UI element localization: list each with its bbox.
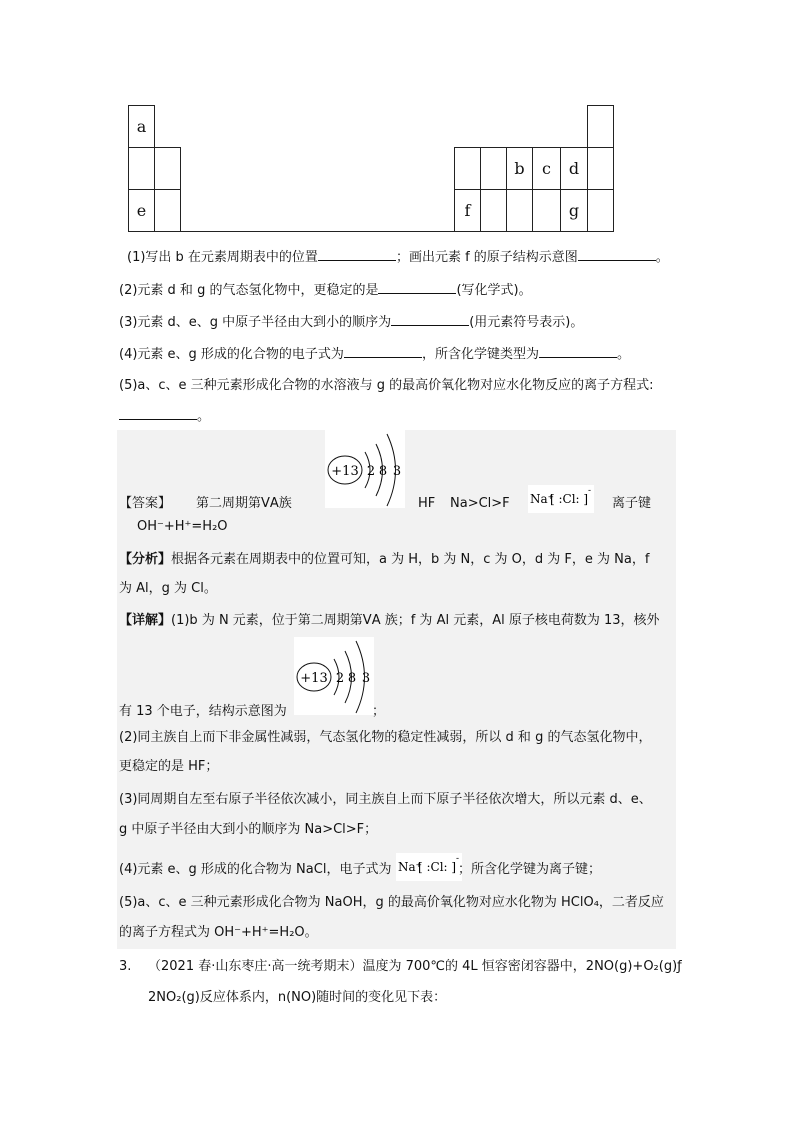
q4-text-a: (4)元素 e、g 形成的化合物的电子式为 bbox=[119, 347, 344, 362]
shell-2-count: 8 bbox=[347, 671, 357, 686]
q2-text-a: (2)元素 d 和 g 的气态氢化物中，更稳定的是 bbox=[119, 283, 379, 298]
element-cell-empty bbox=[587, 189, 614, 232]
detail-line-4 bbox=[119, 758, 218, 776]
cl-ion: [ :Cl: ] bbox=[550, 492, 589, 506]
q4-text-c: 。 bbox=[616, 347, 630, 362]
detail-line-7-end: ；所含化学键为离子键； bbox=[458, 862, 602, 877]
q5-text-a: (5)a、c、e 三种元素形成化合物的水溶液与 g 的最高价氧化物对应水化物反应的离子方程式: bbox=[119, 378, 654, 393]
detail-text-1: (1)b 为 N 元素，位于第二周期第ⅤA 族；f 为 Al 元素，Al 原子核电荷数为 13，核外 bbox=[171, 613, 660, 628]
cl-charge: - bbox=[588, 486, 592, 496]
element-cell-empty bbox=[587, 105, 614, 148]
q5-text-b: 。 bbox=[197, 409, 211, 424]
table-baseline bbox=[180, 231, 454, 232]
q4-text-b: ，所含化学键类型为 bbox=[421, 347, 539, 362]
analysis-line-1 bbox=[119, 551, 649, 569]
detail-text-9: 的离子方程式为 OH⁻+H⁺=H₂O。 bbox=[119, 925, 318, 940]
element-cell-empty bbox=[480, 147, 507, 190]
detail-label: 【详解】 bbox=[119, 613, 172, 628]
element-cell-a: a bbox=[128, 105, 155, 148]
periodic-table bbox=[0, 0, 794, 240]
nacl-electron-formula bbox=[528, 485, 594, 513]
answer-blank bbox=[378, 281, 456, 294]
cl-ion: [ :Cl: ] bbox=[418, 860, 457, 874]
element-cell-e: e bbox=[128, 189, 155, 232]
question-3-number: 3. bbox=[119, 959, 132, 974]
detail-text-7a: (4)元素 e、g 形成的化合物为 NaCl，电子式为 bbox=[119, 862, 392, 877]
detail-line-2 bbox=[119, 703, 287, 721]
q1-text-a: (1)写出 b 在元素周期表中的位置 bbox=[127, 250, 318, 265]
detail-line-1 bbox=[119, 612, 660, 630]
q3-text-b: (用元素符号表示)。 bbox=[469, 315, 584, 330]
detail-text-5: (3)同周期自左至右原子半径依次减小，同主族自上而下原子半径依次增大，所以元素 d、e、 bbox=[119, 792, 652, 807]
detail-line-8 bbox=[119, 894, 664, 912]
element-cell-empty bbox=[587, 147, 614, 190]
na-ion: Na⁺ bbox=[530, 492, 554, 506]
detail-line-3 bbox=[119, 729, 651, 747]
element-cell-empty bbox=[532, 189, 561, 232]
element-cell-b: b bbox=[506, 147, 533, 190]
question-3-line-1: （2021 春·山东枣庄·高一统考期末）温度为 700℃的 4L 恒容密闭容器中，2NO(g)+O₂(g)ƒ bbox=[148, 959, 682, 974]
answer-blank bbox=[119, 407, 197, 420]
answer-blank bbox=[391, 313, 469, 326]
element-cell-g: g bbox=[560, 189, 588, 232]
detail-line-9 bbox=[119, 924, 318, 942]
detail-line-6 bbox=[119, 821, 377, 839]
shell-1-count: 2 bbox=[335, 671, 345, 686]
q3-text-a: (3)元素 d、e、g 中原子半径由大到小的顺序为 bbox=[119, 315, 392, 330]
detail-line-7 bbox=[119, 861, 391, 879]
question-1 bbox=[127, 248, 669, 267]
detail-text-6: g 中原子半径由大到小的顺序为 Na>Cl>F； bbox=[119, 822, 378, 837]
answer-radius-order: Na>Cl>F bbox=[450, 496, 510, 511]
element-cell-empty bbox=[506, 189, 533, 232]
question-5-cont bbox=[119, 407, 210, 426]
atom-structure-diagram bbox=[325, 430, 405, 508]
nucleus-charge: +13 bbox=[300, 671, 328, 686]
answer-blank bbox=[578, 248, 656, 261]
element-cell-empty bbox=[128, 147, 155, 190]
answer-hydride: HF bbox=[418, 496, 436, 511]
shell-1-count: 2 bbox=[366, 464, 376, 479]
answer-position: 第二周期第ⅤA族 bbox=[196, 496, 292, 511]
detail-text-2: 有 13 个电子，结构示意图为 bbox=[119, 704, 287, 719]
cl-charge: - bbox=[456, 854, 460, 864]
detail-text-8: (5)a、c、e 三种元素形成化合物为 NaOH，g 的最高价氧化物对应水化物为 HClO₄，二者反应 bbox=[119, 895, 664, 910]
detail-line-2-end: ； bbox=[372, 704, 386, 719]
atom-structure-diagram-2 bbox=[294, 637, 374, 715]
detail-text-3: (2)同主族自上而下非金属性减弱，气态氢化物的稳定性减弱，所以 d 和 g 的气态氢化物中， bbox=[119, 730, 652, 745]
question-3-line-2: 2NO₂(g)反应体系内，n(NO)随时间的变化见下表： bbox=[148, 990, 447, 1005]
element-cell-d: d bbox=[560, 147, 588, 190]
shell-3-count: 3 bbox=[361, 671, 371, 686]
analysis-label: 【分析】 bbox=[119, 552, 172, 567]
analysis-line-2 bbox=[119, 580, 217, 598]
analysis-text-2: 为 Al，g 为 Cl。 bbox=[119, 581, 217, 596]
shell-2-count: 8 bbox=[378, 464, 388, 479]
question-4 bbox=[119, 345, 630, 364]
element-cell-c: c bbox=[532, 147, 561, 190]
question-5 bbox=[119, 377, 654, 395]
q1-text-c: 。 bbox=[655, 250, 669, 265]
answer-blank bbox=[539, 345, 617, 358]
q2-text-b: (写化学式)。 bbox=[456, 283, 532, 298]
answer-equation: OH⁻+H⁺=H₂O bbox=[137, 519, 228, 534]
na-ion: Na⁺ bbox=[398, 860, 422, 874]
detail-line-5 bbox=[119, 791, 652, 809]
nacl-electron-formula-2 bbox=[396, 853, 462, 881]
detail-text-4: 更稳定的是 HF； bbox=[119, 759, 219, 774]
q1-text-b: ；画出元素 f 的原子结构示意图 bbox=[395, 250, 578, 265]
nucleus-charge: +13 bbox=[331, 464, 359, 479]
answer-blank bbox=[318, 248, 396, 261]
element-cell-empty bbox=[154, 147, 181, 190]
shell-3-count: 3 bbox=[392, 464, 402, 479]
answer-blank bbox=[344, 345, 422, 358]
question-3 bbox=[119, 313, 583, 332]
analysis-text-1: 根据各元素在周期表中的位置可知，a 为 H，b 为 N，c 为 O，d 为 F，e 为 Na，f bbox=[171, 552, 650, 567]
element-cell-empty bbox=[480, 189, 507, 232]
element-cell-f: f bbox=[454, 189, 481, 232]
element-cell-empty bbox=[154, 189, 181, 232]
answer-label: 【答案】 bbox=[119, 496, 172, 511]
question-2 bbox=[119, 281, 532, 300]
element-cell-empty bbox=[454, 147, 481, 190]
answer-bond-type: 离子键 bbox=[612, 496, 652, 511]
